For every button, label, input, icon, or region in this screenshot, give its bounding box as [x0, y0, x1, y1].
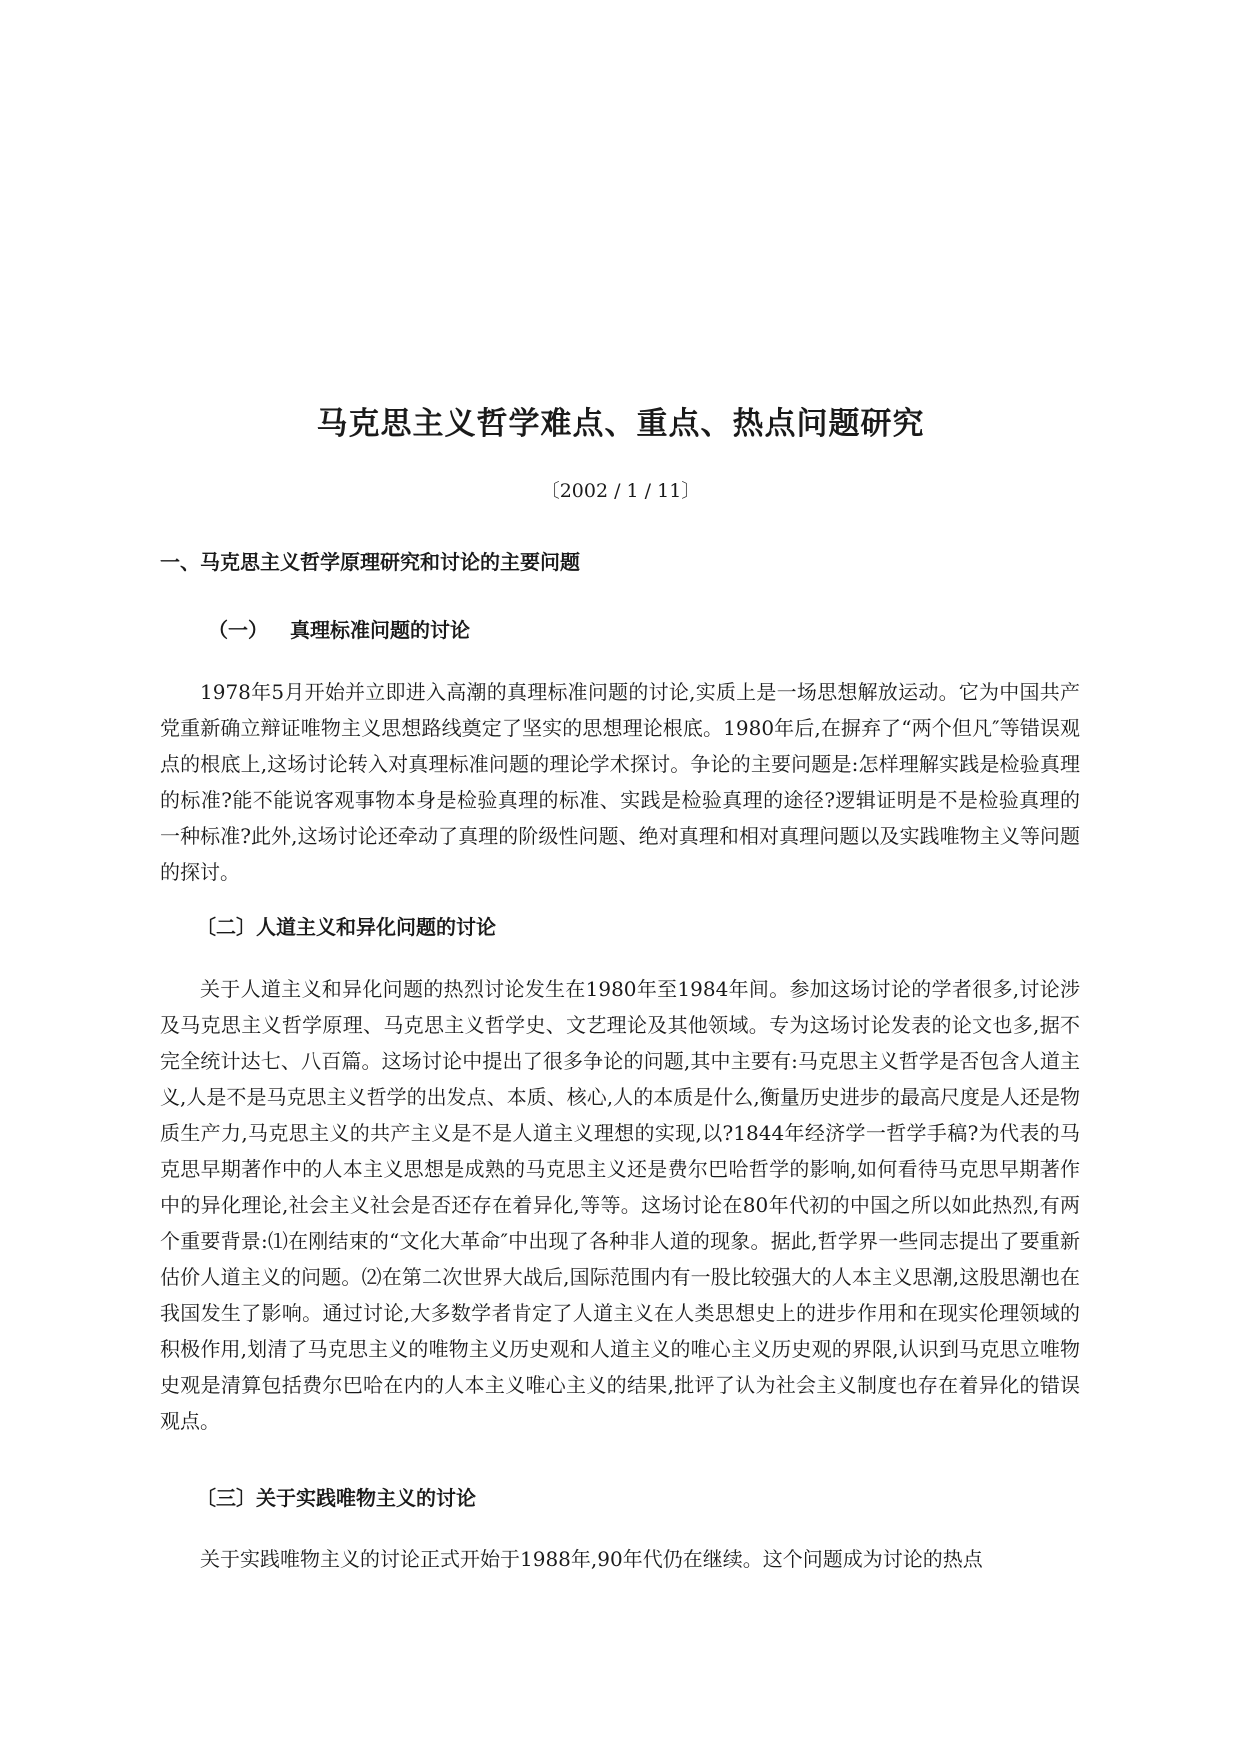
subsection-heading-3: 〔三〕关于实践唯物主义的讨论: [196, 1486, 476, 1510]
document-date: 〔2002 / 1 / 11〕: [540, 480, 701, 502]
paragraph-truth-standard: 1978年5月开始并立即进入高潮的真理标准问题的讨论,实质上是一场思想解放运动。它为中国共产党重新确立辩证唯物主义思想路线奠定了坚实的思想理论根底。1980年后,在摒弃了“两个但凡″等错误观点的根底上,这场讨论转入对真理标准问题的理论学术探讨。争论的主要问题是:怎样理解实践是检验真理的标准?能不能说客观事物本身是检验真理的标准、实践是检验真理的途径?逻辑证明是不是检验真理的一种标准?此外,这场讨论还牵动了真理的阶级性问题、绝对真理和相对真理问题以及实践唯物主义等问题的探讨。: [160, 680, 1080, 884]
subsection-heading-2: 〔二〕人道主义和异化问题的讨论: [196, 915, 496, 939]
subsection-title-1: 真理标准问题的讨论: [290, 618, 470, 642]
document-title: 马克思主义哲学难点、重点、热点问题研究: [316, 406, 925, 442]
section-heading: 一、马克思主义哲学原理研究和讨论的主要问题: [160, 550, 580, 574]
subsection-number-1: （一）: [208, 618, 268, 642]
paragraph-humanism-alienation: 关于人道主义和异化问题的热烈讨论发生在1980年至1984年间。参加这场讨论的学者很多,讨论涉及马克思主义哲学原理、马克思主义哲学史、文艺理论及其他领域。专为这场讨论发表的论文也多,据不完全统计达七、八百篇。这场讨论中提出了很多争论的问题,其中主要有:马克思主义哲学是否包含人道主义,人是不是马克思主义哲学的出发点、本质、核心,人的本质是什么,衡量历史进步的最高尺度是人还是物质生产力,马克思主义的共产主义是不是人道主义理想的实现,以?1844年经济学一哲学手稿?为代表的马克思早期著作中的人本主义思想是成熟的马克思主义还是费尔巴哈哲学的影响,如何看待马克思早期著作中的异化理论,社会主义社会是否还存在着异化,等等。这场讨论在80年代初的中国之所以如此热烈,有两个重要背景:⑴在刚结束的“文化大革命″中出现了各种非人道的现象。据此,哲学界一些同志提出了要重新估价人道主义的问题。⑵在第二次世界大战后,国际范围内有一股比较强大的人本主义思潮,这股思潮也在我国发生了影响。通过讨论,大多数学者肯定了人道主义在人类思想史上的进步作用和在现实伦理领域的积极作用,划清了马克思主义的唯物主义历史观和人道主义的唯心主义历史观的界限,认识到马克思立唯物史观是清算包括费尔巴哈在内的人本主义唯心主义的结果,批评了认为社会主义制度也存在着异化的错误观点。: [160, 977, 1080, 1433]
subsection-heading-1: [208, 615, 470, 645]
paragraph-practical-materialism: 关于实践唯物主义的讨论正式开始于1988年,90年代仍在继续。这个问题成为讨论的热点: [200, 1547, 983, 1571]
